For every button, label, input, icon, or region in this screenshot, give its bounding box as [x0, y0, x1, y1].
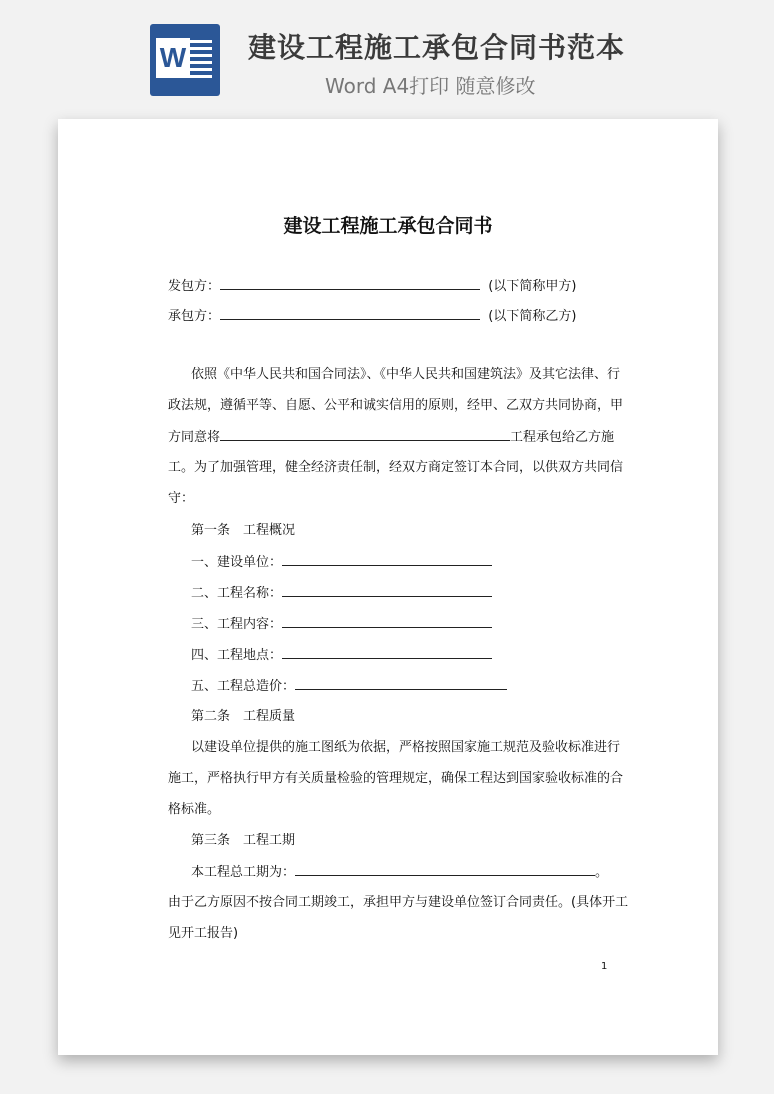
article-3-line	[191, 863, 608, 882]
item-project-name	[191, 584, 492, 603]
article-3-line: 见开工报告)	[168, 926, 239, 941]
banner-subtitle: Word A4打印 随意修改	[325, 74, 536, 98]
intro-line: 守：	[168, 491, 195, 506]
item-label: 五、工程总造价：	[191, 679, 296, 694]
article-2-line: 施工，严格执行甲方有关质量检验的管理规定，确保工程达到国家验收标准的合	[168, 771, 624, 786]
duration-label: 本工程总工期为：	[191, 865, 296, 880]
party-b-label: 承包方：	[168, 309, 221, 324]
party-a-blank[interactable]	[220, 277, 480, 290]
article-1-title: 第一条 工程概况	[191, 523, 296, 538]
article-2-title: 第二条 工程质量	[191, 709, 296, 724]
party-b-suffix: (以下简称乙方)	[488, 309, 577, 324]
banner-title: 建设工程施工承包合同书范本	[248, 31, 626, 64]
item-label: 四、工程地点：	[191, 648, 283, 663]
intro-line: 依照《中华人民共和国合同法》、《中华人民共和国建筑法》及其它法律、行	[191, 367, 621, 382]
item-blank[interactable]	[295, 677, 507, 690]
watermark	[91, 479, 112, 503]
page-number: 1	[601, 961, 608, 972]
item-project-location	[191, 646, 492, 665]
item-label: 二、工程名称：	[191, 586, 283, 601]
intro-line3-suffix: 工程承包给乙方施	[510, 430, 615, 445]
article-3-title: 第三条 工程工期	[191, 833, 296, 848]
item-blank[interactable]	[282, 553, 492, 566]
word-icon	[150, 24, 220, 96]
item-label: 三、工程内容：	[191, 617, 283, 632]
party-a-line	[168, 277, 576, 296]
party-a-label: 发包方：	[168, 279, 221, 294]
intro-line	[168, 428, 614, 447]
duration-suffix: 。	[595, 865, 609, 880]
document-title: 建设工程施工承包合同书	[283, 215, 493, 237]
item-blank[interactable]	[282, 615, 492, 628]
item-project-content	[191, 615, 492, 634]
word-icon-letter: W	[156, 38, 190, 78]
item-blank[interactable]	[282, 584, 492, 597]
party-b-blank[interactable]	[220, 307, 480, 320]
article-2-line: 格标准。	[168, 802, 221, 817]
intro-line: 政法规，遵循平等、自愿、公平和诚实信用的原则，经甲、乙双方共同协商，甲	[168, 398, 624, 413]
project-blank[interactable]	[220, 428, 510, 441]
item-label: 一、建设单位：	[191, 555, 283, 570]
header-banner	[0, 0, 774, 112]
party-a-suffix: (以下简称甲方)	[488, 279, 577, 294]
item-total-cost	[191, 677, 507, 696]
intro-line3-prefix: 方同意将	[168, 430, 221, 445]
party-b-line	[168, 307, 576, 326]
article-3-line: 由于乙方原因不按合同工期竣工，承担甲方与建设单位签订合同责任。(具体开工	[168, 895, 629, 910]
word-icon-lines	[190, 40, 212, 80]
document-page	[58, 119, 718, 1055]
duration-blank[interactable]	[295, 863, 595, 876]
intro-line: 工。为了加强管理，健全经济责任制，经双方商定签订本合同，以供双方共同信	[168, 460, 624, 475]
item-blank[interactable]	[282, 646, 492, 659]
item-construction-unit	[191, 553, 492, 572]
article-2-line: 以建设单位提供的施工图纸为依据，严格按照国家施工规范及验收标准进行	[191, 740, 621, 755]
